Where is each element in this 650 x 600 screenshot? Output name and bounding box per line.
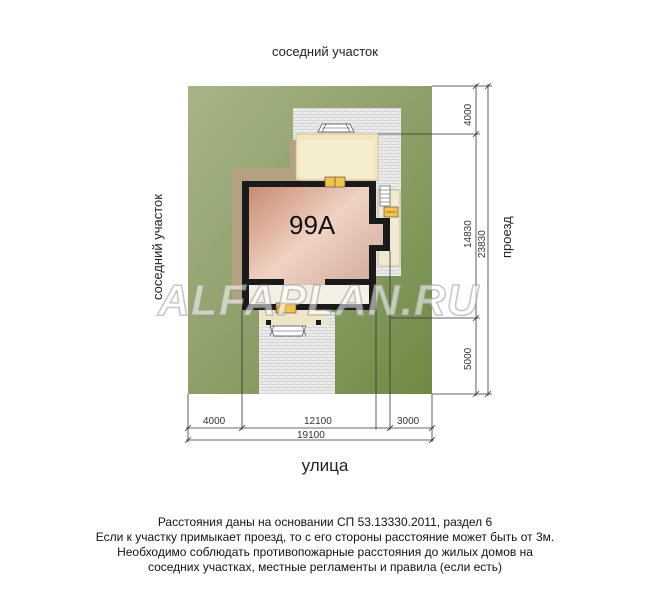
street-label: улица xyxy=(301,456,349,475)
dim-right-top: 4000 xyxy=(463,103,474,126)
dim-bottom-right: 3000 xyxy=(397,416,420,427)
front-steps-icon xyxy=(270,326,306,336)
rear-door-icon xyxy=(325,177,345,187)
rear-steps-icon xyxy=(318,124,354,132)
neighbor-plot-top-label: соседний участок xyxy=(272,44,378,59)
dim-right-bottom: 5000 xyxy=(463,347,474,370)
dim-right-house: 14830 xyxy=(463,220,474,248)
notes-block xyxy=(40,515,610,575)
side-door-icon xyxy=(384,207,398,217)
note-line: Расстояния даны на основании СП 53.13330.2011, раздел 6 xyxy=(157,515,493,529)
note-line: Если к участку примыкает проезд, то с его стороны расстояние может быть от 3м. xyxy=(95,530,555,544)
dim-bottom-left: 4000 xyxy=(203,416,226,427)
neighbor-plot-left-label: соседний участок xyxy=(150,194,165,300)
note-line: соседних участках, местные регламенты и правила (если есть) xyxy=(147,560,503,574)
terrace-inner xyxy=(300,140,374,178)
driveway-label: проезд xyxy=(499,216,514,258)
note-line: Необходимо соблюдать противопожарные расстояния до жилых домов на xyxy=(117,545,533,559)
dim-bottom-total: 19100 xyxy=(297,430,325,441)
house-code-label: 99А xyxy=(289,210,336,240)
dim-bottom-mid: 12100 xyxy=(304,416,332,427)
watermark: ALFAPLAN.RU xyxy=(158,276,480,325)
dim-right-total: 23830 xyxy=(477,230,488,258)
side-stairs-icon xyxy=(380,186,390,206)
